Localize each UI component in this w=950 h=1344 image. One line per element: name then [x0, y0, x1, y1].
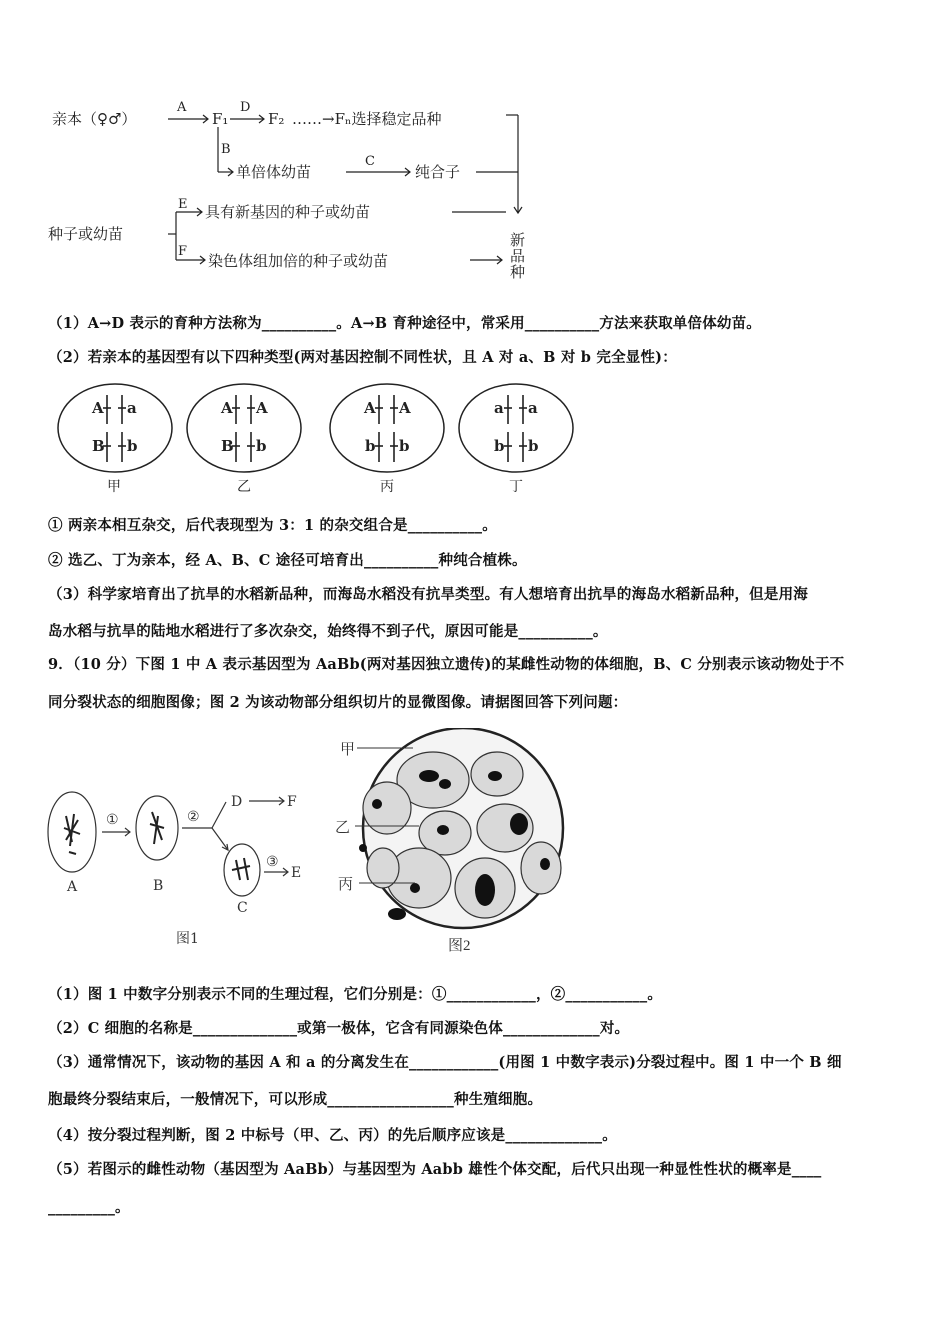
fig1-label-D: D [231, 794, 243, 810]
gene-ding-bottom-right: b [528, 437, 539, 455]
fig1-label-F: F [287, 794, 297, 810]
genotype-cells [48, 380, 588, 495]
fig1-step-1: ① [106, 812, 119, 828]
gene-ding-top-right: a [528, 399, 538, 417]
gene-bing-bottom-left: b [365, 437, 376, 455]
fig2-label-bing: 丙 [338, 875, 354, 893]
gene-yi-bottom-left: B [221, 437, 234, 455]
q9-part4: （4）按分裂过程判断，图 2 中标号（甲、乙、丙）的先后顺序应该是_____________。 [48, 1127, 617, 1144]
gene-yi-top-right: A [256, 399, 268, 417]
new-variety-char-2: 品 [510, 247, 526, 265]
fig1-caption: 图1 [176, 931, 199, 947]
fig2-label-yi: 乙 [335, 818, 351, 836]
q9-part3-line1: （3）通常情况下，该动物的基因 A 和 a 的分离发生在____________(用图 1 中数字表示)分裂过程中。图 1 中一个 B 细 [48, 1054, 842, 1071]
fn-label: ……→Fₙ选择稳定品种 [292, 110, 442, 128]
cell-name-ding: 丁 [509, 479, 523, 495]
q9-part5-line2: _________。 [48, 1199, 130, 1216]
q8-part2: （2）若亲本的基因型有以下四种类型(两对基因控制不同性状，且 A 对 a、B 对 b 完全显性)： [48, 349, 677, 366]
q8-part3: ① 两亲本相互杂交，后代表现型为 3：1 的杂交组合是__________。 [48, 517, 497, 534]
f1-label: F₁ [212, 110, 229, 128]
gene-yi-bottom-right: b [256, 437, 267, 455]
cell-yi [187, 384, 301, 472]
gene-ding-bottom-left: b [494, 437, 505, 455]
gene-bing-top-left: A [364, 399, 376, 417]
new-variety-char-1: 新 [510, 231, 526, 249]
q9-part2: （2）C 细胞的名称是______________或第一极体，它含有同源染色体_____________对。 [48, 1020, 630, 1037]
cell-bing [330, 384, 444, 472]
fig1-label-A: A [67, 879, 78, 895]
cell-ding [459, 384, 573, 472]
fig2-caption: 图2 [448, 938, 471, 954]
breeding-diagram [40, 95, 540, 285]
gene-jia-top-right: a [127, 399, 137, 417]
edge-label-C: C [365, 154, 375, 169]
edge-label-D: D [240, 100, 251, 115]
q8-part1: （1）A→D 表示的育种方法称为__________。A→B 育种途径中，常采用__________方法来获取单倍体幼苗。 [48, 315, 762, 332]
fig1-step-2: ② [187, 809, 200, 825]
homozygote-label: 纯合子 [415, 163, 461, 181]
gene-jia-bottom-right: b [127, 437, 138, 455]
q9-part5-line1: （5）若图示的雌性动物（基因型为 AaBb）与基因型为 Aabb 雄性个体交配，后代只出现一种显性性状的概率是____ [48, 1161, 822, 1178]
edge-label-E: E [178, 197, 188, 212]
polyploid-label: 染色体组加倍的种子或幼苗 [208, 252, 389, 270]
parent-label: 亲本（♀♂） [52, 110, 137, 128]
gene-bing-bottom-right: b [399, 437, 410, 455]
fig2-label-jia: 甲 [340, 740, 356, 758]
seed-label: 种子或幼苗 [48, 225, 124, 243]
fig1-label-E: E [291, 865, 302, 881]
gene-jia-bottom-left: B [92, 437, 105, 455]
figure-2 [335, 728, 585, 958]
haploid-label: 单倍体幼苗 [236, 163, 312, 181]
cell-name-jia: 甲 [107, 479, 121, 495]
q8-part4: ② 选乙、丁为亲本，经 A、B、C 途径可培育出__________种纯合植株。 [48, 552, 527, 569]
q8-part5: （3）科学家培育出了抗旱的水稻新品种，而海岛水稻没有抗旱类型。有人想培育出抗旱的海岛水稻新品种，但是用海 [48, 586, 808, 603]
edge-label-F: F [178, 244, 188, 259]
gene-bing-top-right: A [399, 399, 411, 417]
edge-label-B: B [221, 142, 231, 157]
fig1-label-B: B [153, 878, 164, 894]
fig1-label-C: C [237, 900, 248, 916]
cell-name-bing: 丙 [380, 479, 394, 495]
q9-stem-line1: 9．（10 分）下图 1 中 A 表示基因型为 AaBb(两对基因独立遗传)的某雌性动物的体细胞，B、C 分别表示该动物处于不 [48, 656, 845, 673]
cell-C [224, 844, 260, 896]
new-gene-label: 具有新基因的种子或幼苗 [205, 203, 371, 221]
gene-jia-top-left: A [92, 399, 104, 417]
cell-name-yi: 乙 [237, 479, 251, 495]
f2-label: F₂ [268, 110, 285, 128]
figure-1 [44, 780, 314, 955]
cell-jia [58, 384, 172, 472]
q8-part6: 岛水稻与抗旱的陆地水稻进行了多次杂交，始终得不到子代，原因可能是__________。 [48, 623, 608, 640]
q9-part1: （1）图 1 中数字分别表示不同的生理过程，它们分别是：①____________，②___________。 [48, 986, 663, 1003]
fig1-step-3: ③ [266, 854, 279, 870]
q9-part3-line2: 胞最终分裂结束后，一般情况下，可以形成_________________种生殖细胞。 [48, 1091, 543, 1108]
new-variety-char-3: 种 [510, 263, 526, 281]
edge-label-A: A [177, 100, 187, 115]
gene-ding-top-left: a [494, 399, 504, 417]
gene-yi-top-left: A [221, 399, 233, 417]
q9-stem-line2: 同分裂状态的细胞图像；图 2 为该动物部分组织切片的显微图像。请据图回答下列问题： [48, 694, 628, 711]
